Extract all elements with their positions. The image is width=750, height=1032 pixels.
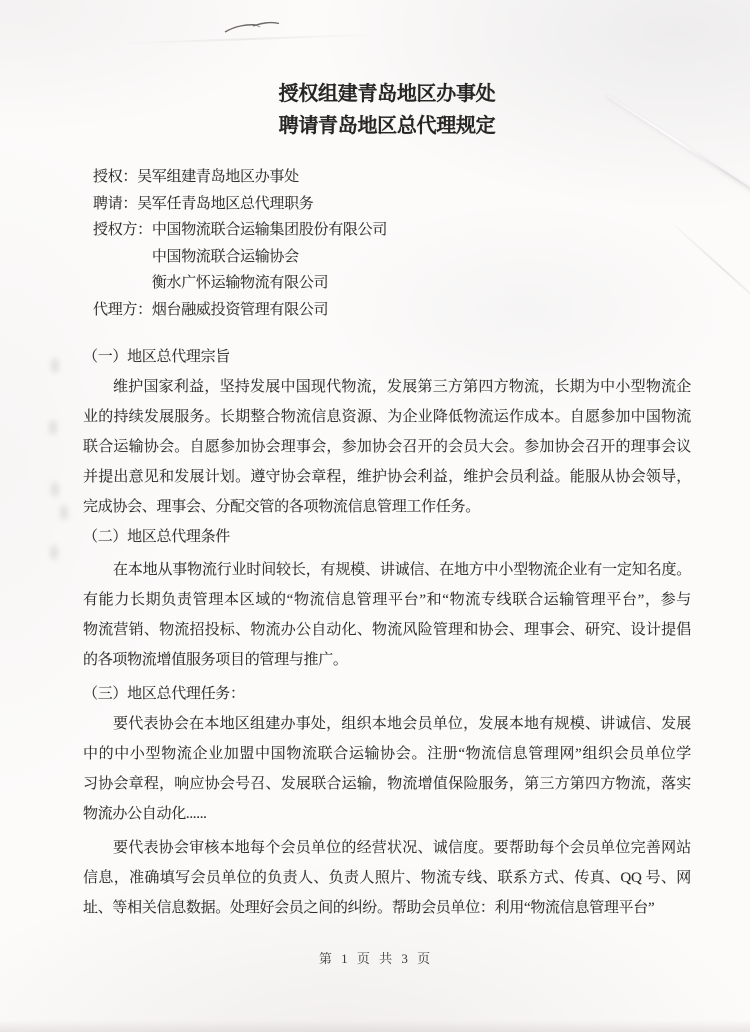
- scan-smudge: [50, 545, 58, 560]
- scan-smudge: [49, 420, 57, 435]
- meta-agent-block: [93, 297, 387, 324]
- section-3-paragraph-2: [83, 833, 691, 923]
- document-title: [83, 78, 691, 142]
- scan-smudge: [51, 358, 59, 373]
- body-line: 中的中小型物流企业加盟中国物流联合运输协会。注册“物流信息管理网”组织会员单位学: [83, 746, 691, 762]
- body-line: 业的持续发展服务。长期整合物流信息资源、为企业降低物流运作成本。自愿参加中国物流: [83, 409, 691, 425]
- document-body: [83, 342, 691, 923]
- section-2-heading: （二）地区总代理条件: [83, 529, 231, 545]
- meta-authorizer-label: 授权方：: [93, 222, 152, 239]
- body-line: 信息，准确填写会员单位的负责人、负责人照片、物流专线、联系方式、传真、QQ 号、网: [83, 870, 691, 886]
- section-1-heading: （一）地区总代理宗旨: [83, 349, 231, 365]
- body-line: 联合运输协会。自愿参加协会理事会，参加协会召开的会员大会。参加协会召开的理事会议: [83, 439, 691, 455]
- paper-crease: [667, 218, 750, 319]
- body-line: 习协会章程，响应协会号召、发展联合运输，物流增值保险服务，第三方第四方物流，落实: [83, 776, 691, 792]
- body-line: 维护国家利益，坚持发展中国现代物流，发展第三方第四方物流，长期为中小型物流企: [113, 379, 691, 395]
- section-2-paragraph: [83, 555, 691, 675]
- meta-authorization-line: 授权：吴军组建青岛地区办事处: [93, 169, 299, 185]
- authorizer-company-1: 中国物流联合运输集团股份有限公司: [151, 222, 388, 239]
- meta-authorizer-block: [93, 217, 387, 297]
- pencil-mark: [220, 15, 286, 41]
- document-title-line1: 授权组建青岛地区办事处: [278, 83, 496, 105]
- page-number: 第 1 页 共 3 页: [318, 951, 432, 966]
- section-1-paragraph: [83, 372, 691, 522]
- meta-appointment-line: 聘请：吴军任青岛地区总代理职务: [93, 195, 314, 212]
- section-3-paragraph-1: [83, 709, 691, 829]
- body-line: 的各项物流增值服务项目的管理与推广。: [83, 652, 348, 668]
- meta-agent-label: 代理方：: [93, 301, 152, 318]
- body-line: 物流办公自动化......: [83, 806, 207, 822]
- authorizer-company-3: 衡水广怀运输物流有限公司: [151, 275, 329, 292]
- body-line: 要代表协会在本地区组建办事处，组织本地会员单位，发展本地有规模、讲诚信、发展: [113, 716, 691, 732]
- body-line: 物流营销、物流招投标、物流办公自动化、物流风险管理和协会、理事会、研究、设计提倡: [83, 622, 691, 638]
- body-line: 址、等相关信息数据。处理好会员之间的纠纷。帮助会员单位：利用“物流信息管理平台”: [83, 900, 655, 916]
- meta-authorizer-names: [152, 217, 387, 297]
- body-line: 完成协会、理事会、分配交管的各项物流信息管理工作任务。: [83, 499, 480, 515]
- section-3-heading: （三）地区总代理任务：: [83, 686, 245, 702]
- body-line: 要代表协会审核本地每个会员单位的经营状况、诚信度。要帮助每个会员单位完善网站: [113, 840, 691, 856]
- scan-smudge: [51, 482, 59, 497]
- document-meta: [93, 164, 387, 324]
- body-line: 并提出意见和发展计划。遵守协会章程，维护协会利益，维护会员利益。能服从协会领导，: [83, 469, 691, 485]
- agent-company: 烟台融威投资管理有限公司: [151, 301, 329, 318]
- document-title-line2: 聘请青岛地区总代理规定: [278, 115, 496, 137]
- authorizer-company-2: 中国物流联合运输协会: [151, 248, 299, 265]
- scan-smudge: [60, 505, 68, 520]
- body-line: 有能力长期负责管理本区域的“物流信息管理平台”和“物流专线联合运输管理平台”，参与: [83, 592, 691, 608]
- body-line: 在本地从事物流行业时间较长，有规模、讲诚信、在地方中小型物流企业有一定知名度。: [113, 562, 691, 578]
